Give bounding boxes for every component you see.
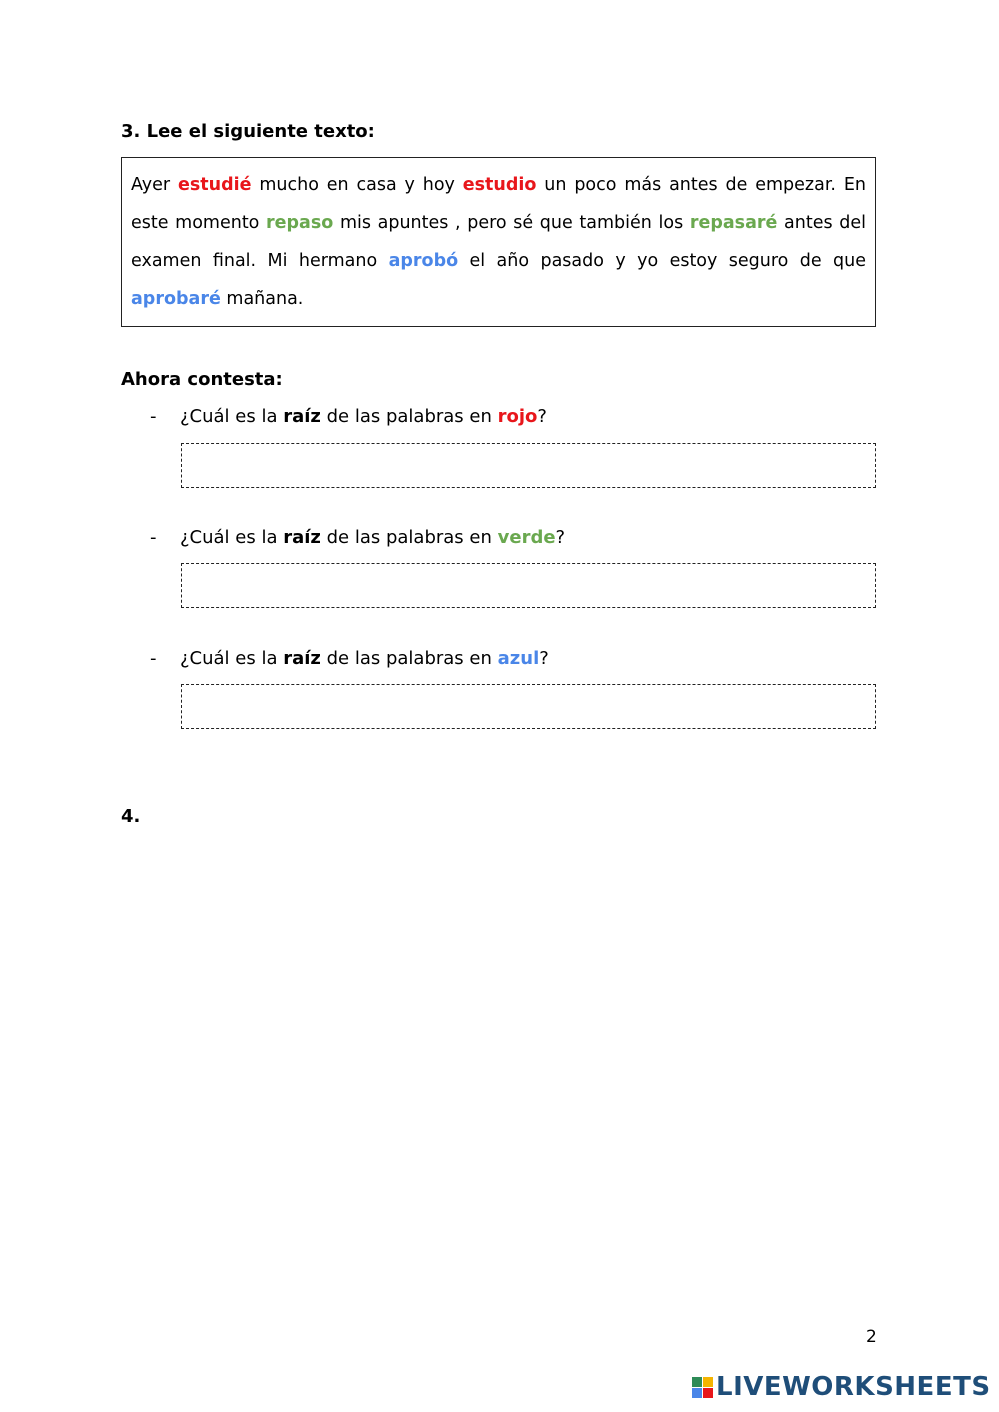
page-number: 2 — [866, 1327, 877, 1347]
logo-text: LIVEWORKSHEETS — [716, 1372, 991, 1402]
answer-box-red[interactable] — [181, 443, 876, 488]
liveworksheets-logo[interactable] — [692, 1372, 991, 1402]
color-word-green: verde — [497, 527, 556, 548]
highlight-green: repasaré — [689, 213, 778, 233]
liveworksheets-logo-icon — [692, 1377, 713, 1398]
question-dash: - — [150, 527, 157, 548]
text-segment: mis apuntes , pero sé que también los — [333, 213, 690, 233]
text-segment: mucho en casa y hoy — [251, 175, 463, 195]
highlight-red: estudio — [462, 175, 537, 195]
text-segment: mañana. — [220, 289, 304, 309]
question-dash: - — [150, 648, 157, 669]
answer-box-green[interactable] — [181, 563, 876, 608]
section-3-heading: 3. Lee el siguiente texto: — [121, 121, 375, 142]
color-word-red: rojo — [497, 406, 538, 427]
question-2: - ¿Cuál es la raíz de las palabras en verde? — [150, 527, 566, 548]
question-3: - ¿Cuál es la raíz de las palabras en azul? — [150, 648, 549, 669]
highlight-blue: aprobaré — [131, 289, 221, 309]
text-segment: un poco más antes de empezar. En este momento — [131, 175, 866, 233]
section-4-heading: 4. — [121, 806, 141, 827]
question-dash: - — [150, 406, 157, 427]
text-segment: antes del examen final. Mi hermano — [131, 213, 866, 271]
highlight-green: repaso — [266, 213, 334, 233]
color-word-blue: azul — [497, 648, 540, 669]
text-segment: Ayer — [131, 175, 178, 195]
reading-text-box — [121, 157, 876, 327]
highlight-red: estudié — [177, 175, 252, 195]
answer-box-blue[interactable] — [181, 684, 876, 729]
question-1: - ¿Cuál es la raíz de las palabras en rojo? — [150, 406, 547, 427]
answer-heading: Ahora contesta: — [121, 369, 283, 390]
text-segment: el año pasado y yo estoy seguro de que — [458, 251, 867, 271]
highlight-blue: aprobó — [388, 251, 459, 271]
